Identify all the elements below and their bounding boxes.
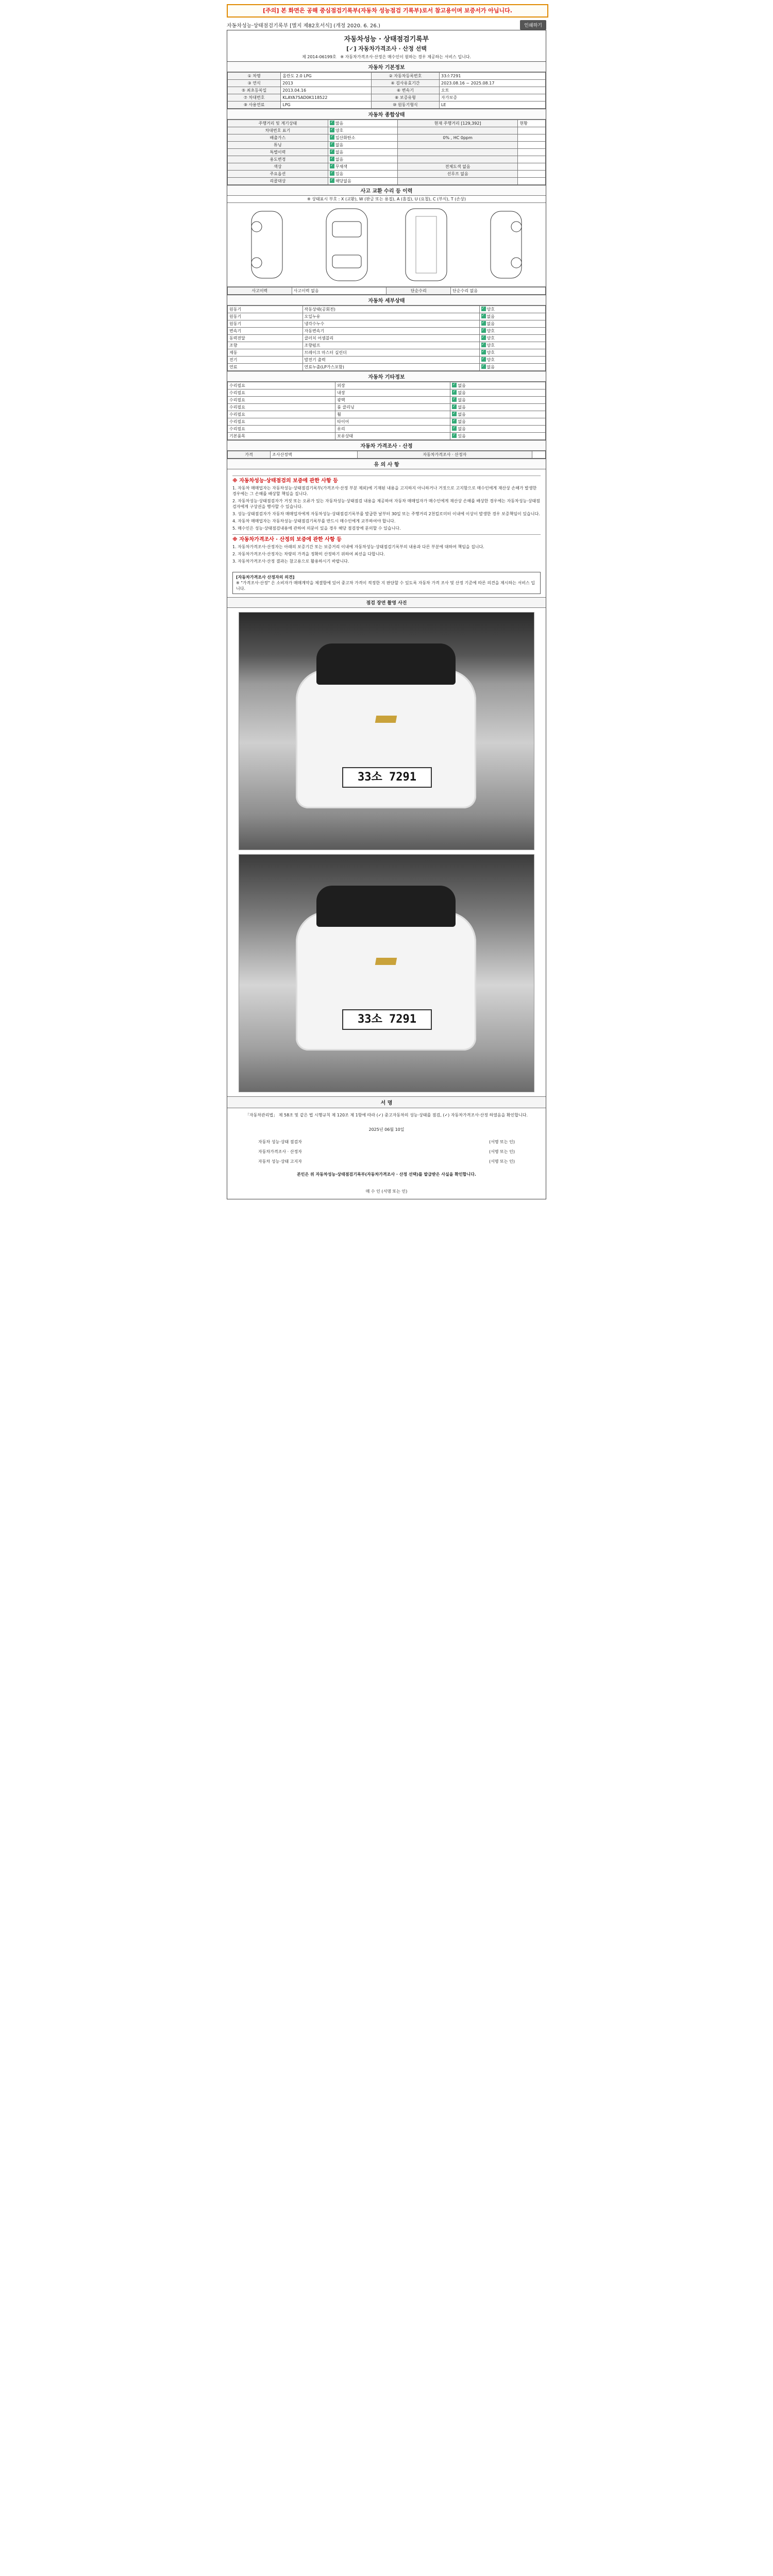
- table-cell: ✓ 없음: [450, 411, 546, 418]
- overall-state-table: [227, 120, 546, 185]
- price-inspector-label: 자동차가격조사 · 산정자: [357, 451, 532, 459]
- table-row: [228, 127, 546, 134]
- checkbox-icon: [481, 321, 486, 326]
- signature-receiver: 매 수 인 (서명 또는 인): [365, 1189, 408, 1194]
- checkbox-icon: [452, 390, 457, 395]
- car-side-diagram-left: [231, 206, 303, 283]
- note-line: 3. 자동차가격조사·산정 결과는 참고용으로 활용하시기 바랍니다.: [232, 559, 349, 564]
- table-cell: 오일누유: [303, 313, 479, 320]
- table-cell: 선루프 없음: [398, 171, 518, 178]
- car-underbody-diagram: [390, 206, 462, 283]
- table-cell: ⑨ 사용연료: [228, 101, 281, 109]
- form-subtitle: [✓] 자동차가격조사 · 산정 선택: [346, 45, 427, 52]
- table-row: [228, 178, 546, 185]
- table-cell: 배출가스: [228, 134, 328, 142]
- section-accident-title: 사고 교환 수리 등 이력: [227, 185, 546, 196]
- table-row: [228, 382, 546, 389]
- table-cell: ✓ 있음: [450, 433, 546, 440]
- table-cell: [518, 178, 546, 185]
- inspector-opinion: [232, 572, 541, 594]
- checkbox-icon: [481, 357, 486, 362]
- car-top-diagram: [311, 206, 383, 283]
- table-row: [228, 87, 546, 94]
- signature-role: 자동차 성능·상태 고지자: [258, 1159, 302, 1164]
- checkbox-icon: [481, 343, 486, 347]
- signature-row: [227, 1157, 546, 1166]
- table-cell: 외장: [335, 382, 450, 389]
- table-cell: ✓ 없음: [328, 142, 397, 149]
- checkbox-icon: [481, 335, 486, 340]
- table-cell: 조향: [228, 342, 303, 349]
- inspector-opinion-text: ※ "가격조사·산정" 은 소비자가 매매계약을 체결함에 있어 중고차 가격이 적정한 지 판단할 수 있도록 자동차 가격 조사 및 산정 기준에 따른 의견을 제시하는 서비스 입니다.: [236, 581, 535, 591]
- section-overall-title: 자동차 종합상태: [227, 109, 546, 120]
- table-cell: LE: [440, 101, 546, 109]
- table-cell: ✓ 없음: [479, 364, 545, 371]
- table-cell: ✓ 양호: [479, 328, 545, 335]
- inspection-form: [227, 30, 546, 1199]
- table-row: [228, 389, 546, 397]
- table-cell: ✓ 양호: [479, 306, 545, 313]
- table-cell: [518, 127, 546, 134]
- car-side-diagram-right: [470, 206, 542, 283]
- table-cell: 2023.08.16 ~ 2025.08.17: [440, 80, 546, 87]
- table-cell: ✓ 없음: [450, 382, 546, 389]
- checkbox-icon: [452, 412, 457, 416]
- checkbox-icon: [330, 135, 334, 140]
- table-cell: 현황: [518, 120, 546, 127]
- table-row: [228, 335, 546, 342]
- form-legend-text: ※ 자동차가격조사·산정은 매수인이 원하는 경우 제공하는 서비스 입니다.: [340, 55, 472, 59]
- table-row: [228, 120, 546, 127]
- table-row: [228, 313, 546, 320]
- table-cell: [518, 134, 546, 142]
- note-line: 5. 매수인은 성능·상태점검내용에 관하여 의문이 있을 경우 해당 점검장에 문의할 수 있습니다.: [232, 526, 401, 531]
- table-cell: 특별이력: [228, 149, 328, 156]
- signature-date: 2025년 06월 10일: [368, 1127, 405, 1132]
- table-cell: 0% , HC 0ppm: [398, 134, 518, 142]
- table-cell: ✓ 양호: [479, 342, 545, 349]
- section-detail-title: 자동차 세부상태: [227, 295, 546, 306]
- table-cell: [518, 156, 546, 163]
- table-row: [228, 156, 546, 163]
- accident-value: 사고이력 없음: [292, 287, 386, 295]
- checkbox-icon: [330, 164, 334, 168]
- table-cell: ✓ 있음: [328, 171, 397, 178]
- checkbox-icon: [481, 307, 486, 311]
- car-windshield-shape: [316, 643, 456, 685]
- table-cell: 연료: [228, 364, 303, 371]
- table-cell: ✓ 많음: [328, 120, 397, 127]
- checkbox-icon: [330, 157, 334, 161]
- table-cell: 수리필요: [228, 389, 335, 397]
- table-cell: 수리필요: [228, 404, 335, 411]
- signature-row: [227, 1137, 546, 1147]
- table-row: [228, 433, 546, 440]
- basic-info-table: [227, 72, 546, 109]
- table-cell: ✓ 없음: [328, 156, 397, 163]
- table-cell: 자가보증: [440, 94, 546, 101]
- table-cell: 냉각수누수: [303, 320, 479, 328]
- car-emblem: [375, 958, 397, 965]
- table-cell: 주요옵션: [228, 171, 328, 178]
- table-cell: 타이어: [335, 418, 450, 426]
- table-cell: 유리: [335, 426, 450, 433]
- table-cell: 룸 클리닝: [335, 404, 450, 411]
- table-cell: ③ 연식: [228, 80, 281, 87]
- table-cell: 원동기: [228, 313, 303, 320]
- table-cell: ✓ 없음: [450, 389, 546, 397]
- note-line: 4. 자동차 매매업자는 자동차성능·상태점검기록부를 반드시 매수인에게 교부하여야 합니다.: [232, 519, 396, 523]
- table-cell: 수리필요: [228, 382, 335, 389]
- table-cell: [398, 149, 518, 156]
- table-cell: 수리필요: [228, 426, 335, 433]
- table-cell: 조향펌프: [303, 342, 479, 349]
- signature-mark: (서명 또는 인): [489, 1140, 515, 1144]
- table-cell: 전체도색 없음: [398, 163, 518, 171]
- table-cell: ⑥ 변속기: [371, 87, 439, 94]
- repair-value: 단순수리 없음: [451, 287, 546, 295]
- photos-title: 점검 장면 촬영 사진: [227, 597, 546, 608]
- checkbox-icon: [452, 404, 457, 409]
- table-cell: 클러치 어셈블리: [303, 335, 479, 342]
- table-cell: 광택: [335, 397, 450, 404]
- section-price-title: 자동차 가격조사 · 산정: [227, 440, 546, 451]
- table-cell: ✓ 양호: [479, 335, 545, 342]
- checkbox-icon: [330, 171, 334, 176]
- notes-title: 유 의 사 항: [227, 459, 546, 469]
- table-cell: ✓ 없음: [479, 313, 545, 320]
- table-cell: 색상: [228, 163, 328, 171]
- table-cell: 주행거리 및 계기상태: [228, 120, 328, 127]
- notes-block: [227, 469, 546, 569]
- table-cell: [398, 142, 518, 149]
- checkbox-icon: [452, 383, 457, 387]
- table-cell: ✓ 일산화탄소: [328, 134, 397, 142]
- price-label: 가격: [228, 451, 271, 459]
- checkbox-icon: [481, 350, 486, 354]
- table-cell: 제동: [228, 349, 303, 357]
- accident-note: ※ 상태표시 부호 : X (교환), W (판금 또는 용접), A (흠집), U (요철), C (부식), T (손상): [227, 196, 546, 203]
- table-row: [228, 328, 546, 335]
- table-cell: 원동기: [228, 320, 303, 328]
- table-cell: 용도변경: [228, 156, 328, 163]
- table-cell: 오토: [440, 87, 546, 94]
- price-value: 조사산정액: [270, 451, 357, 459]
- document: [227, 20, 546, 1199]
- table-row: [228, 73, 546, 80]
- accident-summary-table: [227, 287, 546, 295]
- signature-statement: 「자동차관리법」 제 58조 및 같은 법 시행규칙 제 120조 제 1항에 따라 (✓) 중고자동차의 성능·상태를 점검, (✓) 자동차가격조사·산정 하였음을 확인합니다.: [245, 1113, 528, 1117]
- table-cell: 올란도 2.0 LPG: [281, 73, 372, 80]
- note-line: 1. 자동차가격조사·산정자는 아래의 보증기간 또는 보증거리 이내에 자동차성능·상태점검기록부의 내용과 다른 부분에 대하여 책임을 집니다.: [232, 545, 484, 549]
- price-inspector-value: [532, 451, 546, 459]
- table-cell: 휠: [335, 411, 450, 418]
- table-row: [228, 320, 546, 328]
- table-cell: ✓ 없음: [450, 426, 546, 433]
- checkbox-icon: [481, 314, 486, 318]
- checkbox-icon: [452, 426, 457, 431]
- table-cell: ✓ 없음: [450, 418, 546, 426]
- table-cell: 발전기 출력: [303, 357, 479, 364]
- table-row: [228, 101, 546, 109]
- detail-state-table: [227, 306, 546, 371]
- table-row: [228, 149, 546, 156]
- section-basic-info-title: 자동차 기본정보: [227, 61, 546, 72]
- table-cell: ✓ 없음: [450, 404, 546, 411]
- table-cell: 브레이크 마스터 실린더: [303, 349, 479, 357]
- warning-notice: [주의] 본 화면은 공해 중심점검기록부(자동차 성능점검 기록부)로서 참고용이며 보증서가 아닙니다.: [227, 4, 548, 18]
- checkbox-icon: [481, 328, 486, 333]
- table-cell: LPG: [281, 101, 372, 109]
- table-row: [228, 411, 546, 418]
- table-cell: 전기: [228, 357, 303, 364]
- doc-header: [227, 20, 546, 30]
- table-cell: 내장: [335, 389, 450, 397]
- table-cell: [518, 142, 546, 149]
- table-row: [228, 306, 546, 313]
- signature-footer: 본인은 위 자동차성능·상태점검기록부(자동차가격조사 · 산정 선택)를 발급받은 사실을 확인합니다.: [297, 1172, 476, 1177]
- table-row: [228, 364, 546, 371]
- checkbox-icon: [452, 397, 457, 402]
- table-cell: 동력전달: [228, 335, 303, 342]
- table-cell: ⑩ 원동기형식: [371, 101, 439, 109]
- signature-row: [227, 1147, 546, 1157]
- etc-info-table: [227, 382, 546, 440]
- table-cell: [518, 171, 546, 178]
- table-cell: ✓ 양호: [328, 127, 397, 134]
- inspection-photo-front-high: [239, 612, 534, 850]
- table-cell: [518, 163, 546, 171]
- table-cell: [398, 127, 518, 134]
- price-table: [227, 451, 546, 459]
- repair-label: 단순수리: [386, 287, 451, 295]
- table-row: [228, 134, 546, 142]
- table-cell: 원동기: [228, 306, 303, 313]
- signature-role: 자동차 성능·상태 점검자: [258, 1140, 302, 1144]
- table-cell: [398, 178, 518, 185]
- accident-label: 사고이력: [228, 287, 292, 295]
- table-cell: ✓ 없음: [328, 149, 397, 156]
- note-line: 2. 자동차성능·상태점검자가 거짓 또는 오류가 있는 자동차성능·상태점검 내용을 제공하여 자동차 매매업자가 매수인에게 재산상 손해를 배상한 경우에는 자동차성능·상태점검자에게 구상권을 행사할 수 있습니다.: [232, 499, 540, 509]
- table-cell: 리콜대상: [228, 178, 328, 185]
- checkbox-icon: [330, 142, 334, 147]
- table-cell: 2013.04.16: [281, 87, 372, 94]
- table-row: [228, 426, 546, 433]
- table-cell: [518, 149, 546, 156]
- table-cell: 수리필요: [228, 411, 335, 418]
- table-cell: 변속기: [228, 328, 303, 335]
- table-cell: ① 차명: [228, 73, 281, 80]
- table-cell: ✓ 없음: [479, 320, 545, 328]
- note-line: 3. 성능·상태점검자가 자동차 매매업자에게 자동차성능·상태점검기록부를 발급한 날부터 30일 또는 주행거리 2천킬로미터 이내에 이상이 발생한 경우 보증책임이 있습니다.: [232, 512, 540, 516]
- form-caption: 자동차성능·상태점검기록부 [별지 제82호서식] (개정 2020. 6. 26.): [227, 23, 380, 29]
- form-legend: [227, 54, 546, 60]
- checkbox-icon: [481, 364, 486, 369]
- signature-mark: (서명 또는 인): [489, 1159, 515, 1164]
- table-row: [228, 349, 546, 357]
- table-cell: ② 자동차등록번호: [371, 73, 439, 80]
- table-cell: ⑧ 보증유형: [371, 94, 439, 101]
- inspection-photo-front-low: [239, 854, 534, 1092]
- table-cell: 현재 주행거리 [129,392]: [398, 120, 518, 127]
- table-cell: 33소7291: [440, 73, 546, 80]
- table-cell: ✓ 양호: [479, 349, 545, 357]
- table-cell: 작동상태(공회전): [303, 306, 479, 313]
- table-row: [228, 397, 546, 404]
- form-title: 자동차성능 · 상태점검기록부: [344, 36, 429, 43]
- table-row: [228, 80, 546, 87]
- table-cell: ⑤ 최초등록일: [228, 87, 281, 94]
- car-diagrams: [227, 203, 546, 287]
- table-cell: 튜닝: [228, 142, 328, 149]
- checkbox-icon: [330, 128, 334, 132]
- table-cell: ✓ 양호: [479, 357, 545, 364]
- checkbox-icon: [452, 433, 457, 438]
- print-button[interactable]: 인쇄하기: [520, 20, 546, 30]
- note-line: 2. 자동차가격조사·산정자는 차량의 가격을 정확히 산정하기 위하여 최선을 다합니다.: [232, 552, 385, 556]
- checkbox-icon: [330, 149, 334, 154]
- table-cell: KLAYA75AD0K118522: [281, 94, 372, 101]
- license-plate: 33소 7291: [342, 767, 432, 788]
- table-row: [228, 171, 546, 178]
- table-cell: 연료누출(LP가스포함): [303, 364, 479, 371]
- inspector-opinion-title: [자동차가격조사 산정자의 의견]: [236, 575, 295, 580]
- form-number: 제 2014-06199호: [301, 55, 337, 59]
- signature-role: 자동차가격조사 · 산정자: [258, 1149, 302, 1154]
- notes-head-2: ※ 자동차가격조사 · 산정의 보증에 관한 사항 등: [232, 534, 541, 543]
- table-cell: 자동변속기: [303, 328, 479, 335]
- table-cell: 기본품목: [228, 433, 335, 440]
- table-cell: [398, 156, 518, 163]
- notes-head-1: ※ 자동차성능·상태점검의 보증에 관한 사항 등: [232, 476, 541, 484]
- table-row: [228, 404, 546, 411]
- note-line: 1. 자동차 매매업자는 자동차성능·상태점검기록부(가격조사·산정 부분 제외)에 기재된 내용을 고지하지 아니하거나 거짓으로 고지함으로 매수인에게 재산상 손해가 발생한 경우에는 그 손해를 배상할 책임을 집니다.: [232, 486, 537, 496]
- table-cell: ⑦ 차대번호: [228, 94, 281, 101]
- table-cell: ✓ 없음: [450, 397, 546, 404]
- table-cell: 수리필요: [228, 397, 335, 404]
- table-row: [228, 94, 546, 101]
- car-emblem: [375, 716, 397, 723]
- table-cell: 차대번호 표기: [228, 127, 328, 134]
- table-row: [228, 342, 546, 349]
- license-plate: 33소 7291: [342, 1009, 432, 1030]
- table-row: [228, 418, 546, 426]
- table-row: [228, 163, 546, 171]
- signature-mark: (서명 또는 인): [489, 1149, 515, 1154]
- table-cell: ④ 검사유효기간: [371, 80, 439, 87]
- checkbox-icon: [330, 178, 334, 183]
- checkbox-icon: [330, 121, 334, 125]
- table-cell: 수리필요: [228, 418, 335, 426]
- table-cell: 2013: [281, 80, 372, 87]
- table-row: [228, 357, 546, 364]
- table-row: [228, 142, 546, 149]
- signature-title: 서 명: [227, 1096, 546, 1108]
- table-cell: ✓ 무채색: [328, 163, 397, 171]
- table-cell: 보유상태: [335, 433, 450, 440]
- table-cell: ✓ 해당없음: [328, 178, 397, 185]
- car-windshield-shape: [316, 886, 456, 927]
- checkbox-icon: [452, 419, 457, 423]
- section-etc-title: 자동차 기타정보: [227, 371, 546, 382]
